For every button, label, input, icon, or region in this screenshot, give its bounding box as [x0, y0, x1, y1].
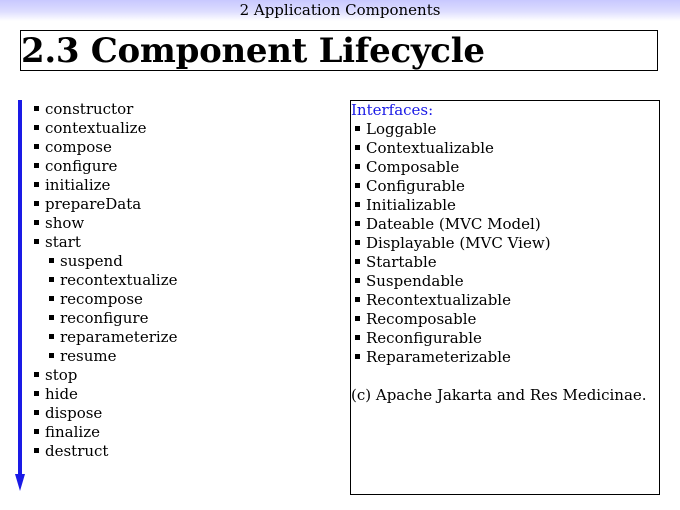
interface-item: [355, 272, 551, 291]
section-label: 2 Application Components: [239, 1, 441, 19]
lifecycle-item-label: suspend: [60, 252, 123, 270]
lifecycle-item-label: recompose: [60, 290, 143, 308]
lifecycle-item: [34, 119, 178, 138]
lifecycle-list: [34, 100, 178, 461]
lifecycle-item: [34, 252, 178, 271]
lifecycle-item: [34, 290, 178, 309]
bullet-icon: [34, 391, 39, 396]
lifecycle-item-label: start: [45, 233, 81, 251]
interface-item-label: Startable: [366, 253, 437, 271]
lifecycle-item-label: finalize: [45, 423, 100, 441]
lifecycle-item: [34, 195, 178, 214]
interface-item-label: Contextualizable: [366, 139, 494, 157]
interface-item-label: Suspendable: [366, 272, 464, 290]
lifecycle-item: [34, 442, 178, 461]
bullet-icon: [34, 239, 39, 244]
lifecycle-item: [34, 157, 178, 176]
bullet-icon: [355, 278, 360, 283]
bullet-icon: [49, 315, 54, 320]
lifecycle-item: [34, 328, 178, 347]
lifecycle-item: [34, 138, 178, 157]
bullet-icon: [34, 410, 39, 415]
interface-item-label: Composable: [366, 158, 460, 176]
lifecycle-item: [34, 309, 178, 328]
lifecycle-item-label: prepareData: [45, 195, 142, 213]
interface-item-label: Configurable: [366, 177, 465, 195]
lifecycle-item: [34, 214, 178, 233]
lifecycle-item-label: hide: [45, 385, 78, 403]
lifecycle-item-label: recontextualize: [60, 271, 178, 289]
interface-item: [355, 329, 551, 348]
bullet-icon: [355, 164, 360, 169]
interface-item: [355, 253, 551, 272]
bullet-icon: [49, 334, 54, 339]
lifecycle-item-label: show: [45, 214, 85, 232]
bullet-icon: [34, 144, 39, 149]
interface-item: [355, 310, 551, 329]
interface-item: [355, 120, 551, 139]
interface-item: [355, 215, 551, 234]
interface-item: [355, 177, 551, 196]
bullet-icon: [355, 202, 360, 207]
bullet-icon: [49, 277, 54, 282]
page-title: 2.3 Component Lifecycle: [21, 31, 485, 71]
lifecycle-item: [34, 385, 178, 404]
lifecycle-item-label: configure: [45, 157, 118, 175]
lifecycle-item-label: reparameterize: [60, 328, 178, 346]
interface-item-label: Reparameterizable: [366, 348, 511, 366]
interface-item-label: Initializable: [366, 196, 456, 214]
interfaces-heading: Interfaces:: [351, 101, 434, 119]
interface-item: [355, 158, 551, 177]
bullet-icon: [34, 163, 39, 168]
lifecycle-item-label: destruct: [45, 442, 109, 460]
lifecycle-item: [34, 366, 178, 385]
bullet-icon: [34, 372, 39, 377]
interface-item: [355, 234, 551, 253]
lifecycle-item-label: reconfigure: [60, 309, 149, 327]
interface-item-label: Dateable (MVC Model): [366, 215, 541, 233]
bullet-icon: [34, 220, 39, 225]
bullet-icon: [34, 448, 39, 453]
lifecycle-item-label: dispose: [45, 404, 103, 422]
bullet-icon: [355, 145, 360, 150]
lifecycle-item: [34, 423, 178, 442]
interface-item-label: Reconfigurable: [366, 329, 482, 347]
lifecycle-item: [34, 271, 178, 290]
interfaces-list: [355, 120, 551, 367]
lifecycle-item-label: stop: [45, 366, 78, 384]
lifecycle-item: [34, 100, 178, 119]
bullet-icon: [355, 259, 360, 264]
interface-item-label: Recomposable: [366, 310, 477, 328]
bullet-icon: [355, 335, 360, 340]
bullet-icon: [49, 353, 54, 358]
section-header: [0, 0, 680, 21]
lifecycle-item-label: compose: [45, 138, 112, 156]
bullet-icon: [49, 258, 54, 263]
bullet-icon: [355, 316, 360, 321]
interface-item: [355, 196, 551, 215]
bullet-icon: [355, 183, 360, 188]
interface-item: [355, 348, 551, 367]
bullet-icon: [34, 429, 39, 434]
interface-item-label: Loggable: [366, 120, 437, 138]
lifecycle-item-label: resume: [60, 347, 117, 365]
interface-item-label: Recontextualizable: [366, 291, 511, 309]
bullet-icon: [355, 354, 360, 359]
lifecycle-item: [34, 347, 178, 366]
lifecycle-item-label: constructor: [45, 100, 134, 118]
interface-item: [355, 139, 551, 158]
bullet-icon: [34, 182, 39, 187]
lifecycle-item: [34, 404, 178, 423]
lifecycle-item: [34, 176, 178, 195]
interface-item-label: Displayable (MVC View): [366, 234, 551, 252]
bullet-icon: [355, 297, 360, 302]
title-box: [20, 30, 658, 71]
lifecycle-item-label: contextualize: [45, 119, 147, 137]
bullet-icon: [34, 125, 39, 130]
bullet-icon: [34, 106, 39, 111]
bullet-icon: [355, 221, 360, 226]
bullet-icon: [355, 240, 360, 245]
interfaces-panel: [350, 100, 660, 495]
lifecycle-item: [34, 233, 178, 252]
lifecycle-arrow-icon: [12, 100, 28, 492]
bullet-icon: [34, 201, 39, 206]
bullet-icon: [355, 126, 360, 131]
copyright-note: (c) Apache Jakarta and Res Medicinae.: [351, 386, 647, 404]
lifecycle-item-label: initialize: [45, 176, 111, 194]
interface-item: [355, 291, 551, 310]
bullet-icon: [49, 296, 54, 301]
